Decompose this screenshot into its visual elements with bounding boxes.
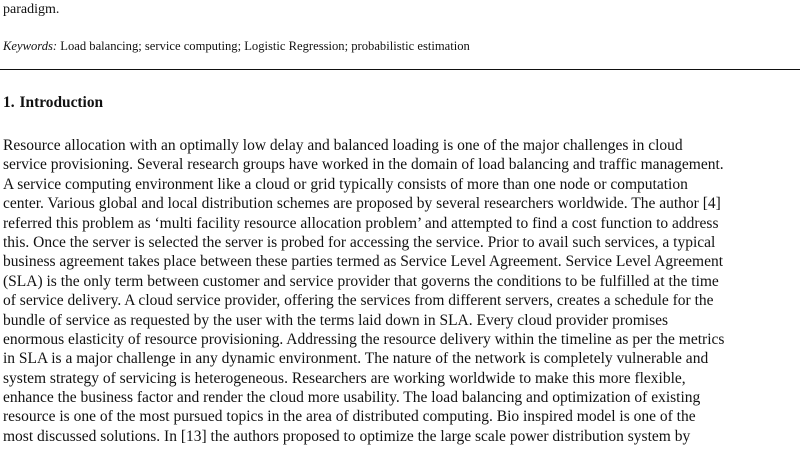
section-heading: [3, 93, 103, 113]
body-line: business agreement takes place between these parties termed as Service Level Agreement. Service Level Agreement: [3, 253, 724, 271]
body-line: this. Once the server is selected the server is probed for accessing the service. Prior to avail such services, a typical: [3, 233, 716, 251]
body-line: resource is one of the most pursued topics in the area of distributed computing. Bio inspired model is one of the: [3, 408, 696, 426]
section-divider: [0, 69, 800, 70]
section-title: Introduction: [19, 94, 104, 111]
body-paragraph: [3, 136, 800, 446]
body-line: A service computing environment like a cloud or grid typically consists of more than one node or computation: [3, 175, 688, 193]
keywords-line: [3, 38, 470, 55]
section-number: 1.: [3, 94, 15, 111]
body-line: Resource allocation with an optimally low delay and balanced loading is one of the major challenges in cloud: [3, 137, 683, 154]
body-line: of service delivery. A cloud service provider, offering the services from different servers, creates a schedule for the: [3, 292, 714, 310]
abstract-tail-text: paradigm.: [3, 2, 60, 17]
body-line: most discussed solutions. In [13] the authors proposed to optimize the large scale power distribution system by: [3, 427, 691, 445]
body-line: in SLA is a major challenge in any dynamic environment. The nature of the network is completely vulnerable and: [3, 350, 709, 368]
body-line: enhance the business factor and render the cloud more usability. The load balancing and optimization of existing: [3, 389, 701, 407]
body-line: service provisioning. Several research groups have worked in the domain of load balancing and traffic management.: [3, 156, 724, 174]
body-line: (SLA) is the only term between customer and service provider that governs the conditions to be fulfilled at the time: [3, 272, 719, 290]
keywords-text: Load balancing; service computing; Logistic Regression; probabilistic estimation: [60, 39, 470, 53]
body-line: enormous elasticity of resource provisioning. Addressing the resource delivery within the timeline as per the metrics: [3, 330, 725, 348]
body-line: referred this problem as ‘multi facility resource allocation problem’ and attempted to find a cost function to address: [3, 214, 719, 232]
body-line: bundle of service as requested by the user with the terms laid down in SLA. Every cloud provider promises: [3, 311, 669, 329]
body-line: center. Various global and local distribution schemes are proposed by several researchers worldwide. The author [4]: [3, 195, 721, 213]
keywords-label: Keywords:: [3, 39, 58, 53]
body-line: system strategy of servicing is heterogeneous. Researchers are working worldwide to make this more flexible,: [3, 369, 686, 387]
